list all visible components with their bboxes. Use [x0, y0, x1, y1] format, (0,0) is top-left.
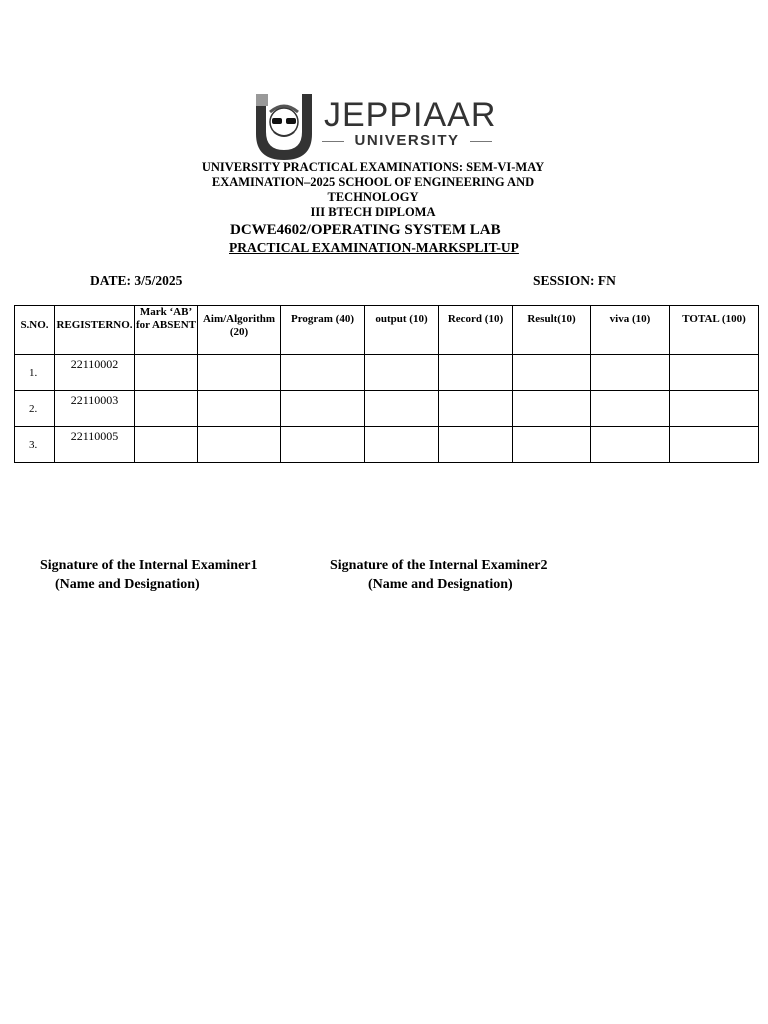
header-result: Result(10): [513, 306, 591, 355]
row-absent-cell[interactable]: [135, 427, 198, 463]
row-sno: 1.: [15, 355, 55, 391]
row-viva-cell[interactable]: [591, 427, 670, 463]
row-result-cell[interactable]: [513, 391, 591, 427]
row-total-cell[interactable]: [670, 355, 759, 391]
university-emblem-icon: [252, 92, 318, 162]
exam-date: DATE: 3/5/2025: [90, 273, 183, 288]
signature-examiner2-title: Signature of the Internal Examiner2: [330, 558, 548, 573]
row-program-cell[interactable]: [281, 391, 365, 427]
row-record-cell[interactable]: [439, 391, 513, 427]
header-aim-algorithm: Aim/Algorithm (20): [198, 306, 281, 355]
row-aim-cell[interactable]: [198, 391, 281, 427]
table-row: [15, 391, 759, 427]
header-program: Program (40): [281, 306, 365, 355]
exam-header: [190, 160, 556, 220]
row-total-cell[interactable]: [670, 427, 759, 463]
row-absent-cell[interactable]: [135, 391, 198, 427]
exam-session: SESSION: FN: [533, 273, 616, 288]
course-title: DCWE4602/OPERATING SYSTEM LAB: [230, 222, 501, 238]
row-program-cell[interactable]: [281, 355, 365, 391]
header-sno: S.NO.: [15, 306, 55, 355]
row-viva-cell[interactable]: [591, 355, 670, 391]
table-row: [15, 427, 759, 463]
header-viva: viva (10): [591, 306, 670, 355]
row-viva-cell[interactable]: [591, 391, 670, 427]
signature-examiner1-sub: (Name and Designation): [55, 577, 200, 592]
sheet-subtitle: PRACTICAL EXAMINATION-MARKSPLIT-UP: [229, 240, 519, 255]
university-logo: [252, 92, 500, 162]
signature-examiner1: [40, 556, 258, 594]
row-record-cell[interactable]: [439, 355, 513, 391]
signature-examiner2: [330, 556, 548, 594]
exam-title: UNIVERSITY PRACTICAL EXAMINATIONS: SEM-VI-MAY EXAMINATION–2025 SCHOOL OF ENGINEERING AND TECHNOLOGY: [201, 160, 545, 204]
row-program-cell[interactable]: [281, 427, 365, 463]
row-aim-cell[interactable]: [198, 427, 281, 463]
row-registerno: 22110003: [55, 391, 135, 427]
row-sno: 2.: [15, 391, 55, 427]
row-sno: 3.: [15, 427, 55, 463]
row-output-cell[interactable]: [365, 391, 439, 427]
row-registerno: 22110005: [55, 427, 135, 463]
signature-examiner1-title: Signature of the Internal Examiner1: [40, 558, 258, 573]
header-record: Record (10): [439, 306, 513, 355]
row-record-cell[interactable]: [439, 427, 513, 463]
header-output: output (10): [365, 306, 439, 355]
table-row: [15, 355, 759, 391]
logo-wordmark: JEPPIAAR: [324, 96, 497, 134]
table-header-row: [15, 306, 759, 355]
row-result-cell[interactable]: [513, 427, 591, 463]
row-total-cell[interactable]: [670, 391, 759, 427]
row-output-cell[interactable]: [365, 355, 439, 391]
row-output-cell[interactable]: [365, 427, 439, 463]
row-aim-cell[interactable]: [198, 355, 281, 391]
header-total: TOTAL (100): [670, 306, 759, 355]
header-absent: Mark ‘AB’ for ABSENT: [135, 306, 198, 355]
row-absent-cell[interactable]: [135, 355, 198, 391]
row-result-cell[interactable]: [513, 355, 591, 391]
row-registerno: 22110002: [55, 355, 135, 391]
program-title: III BTECH DIPLOMA: [310, 205, 436, 219]
marks-table: [14, 305, 759, 463]
header-registerno: REGISTERNO.: [55, 306, 135, 355]
logo-subtitle: UNIVERSITY: [322, 132, 492, 150]
signature-examiner2-sub: (Name and Designation): [368, 577, 513, 592]
